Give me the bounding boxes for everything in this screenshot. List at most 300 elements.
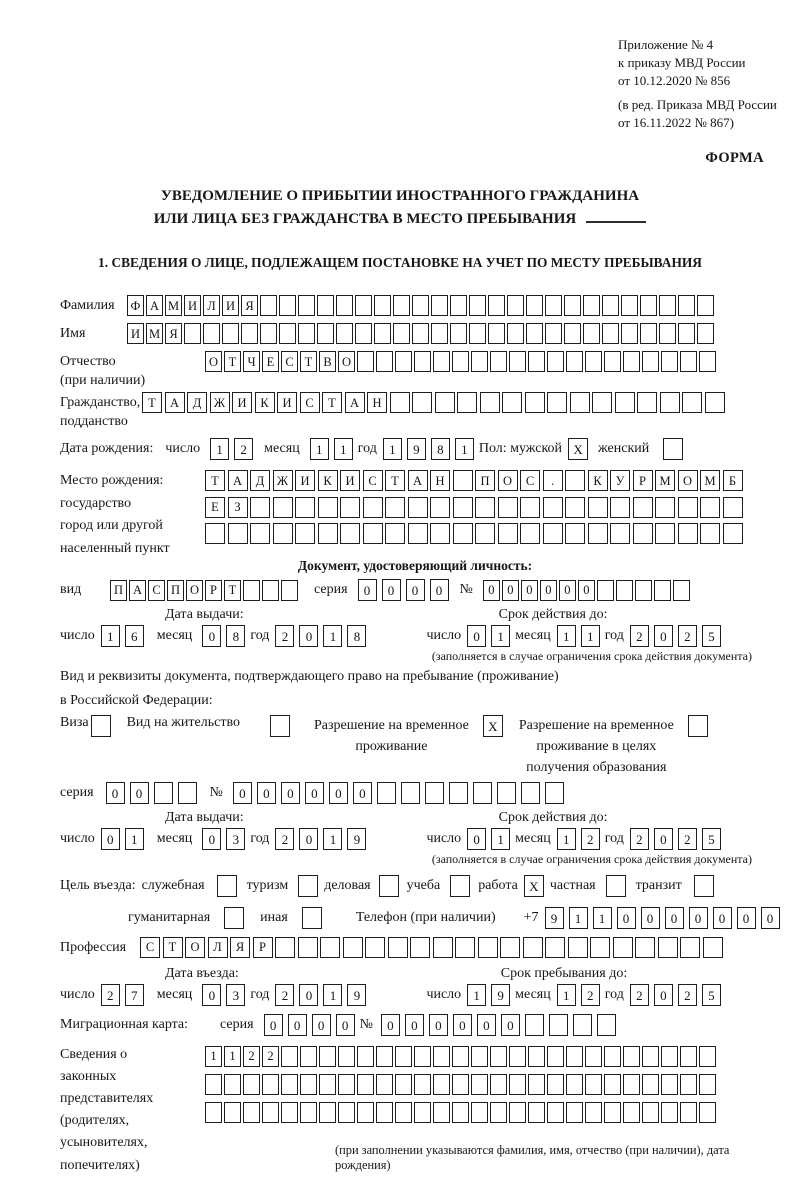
form-title-line2: ИЛИ ЛИЦА БЕЗ ГРАЖДАНСТВА В МЕСТО ПРЕБЫВАНИЯ — [0, 208, 800, 231]
char-cell: 1 — [224, 1046, 241, 1067]
char-cell: И — [295, 470, 315, 491]
char-cell — [431, 295, 448, 316]
iddoc-note: (заполняется в случае ограничения срока действия документа) — [431, 649, 752, 663]
citizenship-row — [60, 392, 770, 413]
char-cell: 8 — [226, 625, 245, 647]
iddoc-valid-day-boxes — [467, 625, 515, 647]
char-cell — [452, 1046, 469, 1067]
char-cell: 0 — [467, 828, 486, 850]
name-label: Имя — [60, 325, 86, 341]
char-cell — [678, 295, 695, 316]
char-cell — [376, 1102, 393, 1123]
char-cell — [566, 351, 583, 372]
surname-row — [60, 295, 770, 316]
guardians-row2-boxes — [205, 1074, 770, 1095]
char-cell: 2 — [678, 828, 697, 850]
iddoc-number-label: № — [459, 582, 473, 597]
order-reference — [618, 36, 800, 132]
iddoc-issue-month-label: месяц — [156, 628, 193, 643]
char-cell: Р — [205, 580, 222, 601]
char-cell: 0 — [559, 580, 576, 601]
char-cell: 0 — [430, 579, 449, 601]
char-cell — [338, 1102, 355, 1123]
char-cell — [453, 523, 473, 544]
purpose-option-label: работа — [478, 878, 518, 893]
char-cell: 1 — [557, 828, 576, 850]
char-cell — [250, 497, 270, 518]
char-cell — [363, 523, 383, 544]
char-cell — [224, 907, 244, 929]
char-cell: 0 — [405, 1014, 424, 1036]
char-cell — [412, 323, 429, 344]
name-row — [60, 323, 770, 344]
char-cell: А — [408, 470, 428, 491]
patronymic-row — [60, 351, 770, 372]
char-cell — [568, 937, 588, 958]
char-cell — [393, 323, 410, 344]
char-cell — [478, 937, 498, 958]
char-cell — [565, 497, 585, 518]
char-cell — [520, 497, 540, 518]
char-cell: Т — [224, 580, 241, 601]
migcard-series-label: серия — [220, 1017, 254, 1032]
staydoc-issue-year-boxes — [275, 828, 371, 850]
purpose-option-checkbox — [298, 875, 318, 897]
iddoc-heading: Документ, удостоверяющий личность: — [297, 558, 533, 573]
birthplace-label1: Место рождения: — [60, 473, 164, 489]
char-cell — [281, 1102, 298, 1123]
char-cell — [298, 875, 318, 897]
char-cell — [270, 715, 290, 737]
char-cell — [592, 392, 612, 413]
purpose-option-label: служебная — [141, 878, 205, 893]
char-cell — [224, 1074, 241, 1095]
staydoc-valid-month-label: месяц — [515, 831, 551, 846]
purpose-option-checkbox — [694, 875, 714, 897]
stay-month-label: месяц — [515, 987, 551, 1002]
char-cell — [376, 1046, 393, 1067]
char-cell — [273, 497, 293, 518]
char-cell — [498, 497, 518, 518]
staydoc-series-boxes — [106, 782, 202, 804]
purpose-option-label: учеба — [406, 878, 441, 893]
iddoc-issue-day-boxes — [101, 625, 149, 647]
char-cell — [547, 351, 564, 372]
char-cell: 2 — [678, 625, 697, 647]
iddoc-dates-row — [60, 625, 770, 647]
char-cell: С — [281, 351, 298, 372]
char-cell: 0 — [713, 907, 732, 929]
purpose-option-checkbox — [379, 875, 399, 897]
char-cell — [433, 1046, 450, 1067]
char-cell — [376, 351, 393, 372]
residence-permit-checkbox — [270, 715, 290, 737]
char-cell — [319, 1046, 336, 1067]
staydoc-issue-label: Дата выдачи: — [165, 810, 244, 825]
char-cell — [700, 497, 720, 518]
char-cell — [642, 351, 659, 372]
char-cell — [414, 351, 431, 372]
char-cell — [507, 295, 524, 316]
char-cell — [300, 1074, 317, 1095]
iddoc-valid-year-boxes — [630, 625, 726, 647]
char-cell: 1 — [491, 625, 510, 647]
birthplace-row3-boxes — [205, 523, 745, 544]
profession-row — [60, 937, 770, 958]
staydoc-valid-month-boxes — [557, 828, 605, 850]
char-cell — [154, 782, 173, 804]
char-cell — [623, 1046, 640, 1067]
residence-permit-label: Вид на жительство — [126, 715, 240, 730]
char-cell: 0 — [336, 1014, 355, 1036]
char-cell — [412, 392, 432, 413]
char-cell: 1 — [310, 438, 329, 460]
char-cell: 1 — [101, 625, 120, 647]
char-cell — [318, 523, 338, 544]
char-cell — [616, 580, 633, 601]
char-cell: 2 — [581, 828, 600, 850]
blank-underline — [586, 209, 646, 223]
char-cell — [281, 1074, 298, 1095]
surname-boxes — [127, 295, 716, 316]
char-cell: 0 — [299, 625, 318, 647]
char-cell — [545, 937, 565, 958]
iddoc-type-boxes — [110, 580, 300, 601]
char-cell — [588, 523, 608, 544]
char-cell: 9 — [347, 828, 366, 850]
char-cell — [615, 392, 635, 413]
char-cell: X — [483, 715, 503, 737]
char-cell — [385, 523, 405, 544]
char-cell — [490, 1046, 507, 1067]
char-cell: О — [678, 470, 698, 491]
stay-day-label: число — [426, 987, 462, 1002]
char-cell — [357, 1074, 374, 1095]
char-cell: 1 — [467, 984, 486, 1006]
char-cell — [523, 937, 543, 958]
char-cell: 6 — [125, 625, 144, 647]
purpose-row2 — [60, 907, 774, 929]
staydoc-issue-year-label: год — [250, 831, 270, 846]
stay-day-boxes — [467, 984, 515, 1006]
char-cell: 3 — [226, 828, 245, 850]
char-cell: И — [184, 295, 201, 316]
char-cell — [509, 1046, 526, 1067]
citizenship-label2-row — [60, 414, 770, 430]
char-cell: Б — [723, 470, 743, 491]
iddoc-issue-year-label: год — [250, 628, 270, 643]
purpose-label: Цель въезда: — [60, 878, 136, 893]
char-cell — [500, 937, 520, 958]
char-cell — [395, 1046, 412, 1067]
char-cell — [703, 937, 723, 958]
char-cell — [659, 323, 676, 344]
char-cell — [414, 1074, 431, 1095]
char-cell — [425, 782, 444, 804]
char-cell: Ф — [127, 295, 144, 316]
entry-day-label: число — [60, 987, 95, 1002]
char-cell: Я — [165, 323, 182, 344]
char-cell — [642, 1046, 659, 1067]
char-cell: Л — [203, 295, 220, 316]
iddoc-type-label: вид — [60, 582, 82, 597]
char-cell — [498, 523, 518, 544]
char-cell — [295, 497, 315, 518]
char-cell: А — [228, 470, 248, 491]
form-title-line1: УВЕДОМЛЕНИЕ О ПРИБЫТИИ ИНОСТРАННОГО ГРАЖДАНИНА — [160, 187, 640, 204]
char-cell — [565, 523, 585, 544]
char-cell — [224, 1102, 241, 1123]
char-cell — [340, 497, 360, 518]
char-cell — [610, 497, 630, 518]
char-cell: 5 — [702, 828, 721, 850]
char-cell — [336, 295, 353, 316]
guardians-label-line: представителях — [60, 1091, 154, 1107]
birthdate-row — [60, 438, 770, 460]
guardians-label-line: законных — [60, 1069, 117, 1085]
char-cell — [528, 1046, 545, 1067]
char-cell — [597, 1014, 616, 1036]
purpose-option-label: частная — [549, 878, 596, 893]
char-cell — [281, 580, 298, 601]
char-cell: 2 — [581, 984, 600, 1006]
char-cell: А — [345, 392, 365, 413]
char-cell: П — [110, 580, 127, 601]
char-cell — [723, 523, 743, 544]
char-cell — [222, 323, 239, 344]
char-cell: Ж — [210, 392, 230, 413]
purpose-option-checkbox — [224, 907, 244, 929]
char-cell: И — [232, 392, 252, 413]
stay-until-label: Срок пребывания до: — [500, 966, 628, 981]
char-cell — [528, 1074, 545, 1095]
iddoc-date-labels-row — [60, 607, 770, 623]
char-cell — [475, 523, 495, 544]
staydoc-note: (заполняется в случае ограничения срока действия документа) — [431, 852, 752, 866]
char-cell: А — [146, 295, 163, 316]
char-cell: Д — [250, 470, 270, 491]
char-cell — [613, 937, 633, 958]
char-cell — [545, 295, 562, 316]
order-reference-line: к приказу МВД России — [618, 55, 746, 71]
char-cell — [338, 1046, 355, 1067]
char-cell — [205, 523, 225, 544]
char-cell — [545, 782, 564, 804]
char-cell: 1 — [323, 625, 342, 647]
char-cell — [320, 937, 340, 958]
char-cell: 0 — [299, 984, 318, 1006]
char-cell — [699, 1074, 716, 1095]
char-cell — [602, 295, 619, 316]
char-cell: К — [318, 470, 338, 491]
char-cell — [205, 1074, 222, 1095]
char-cell — [661, 1074, 678, 1095]
char-cell: 0 — [202, 828, 221, 850]
guardians-block — [60, 1044, 770, 1177]
char-cell — [545, 323, 562, 344]
char-cell: С — [300, 392, 320, 413]
char-cell — [390, 392, 410, 413]
char-cell — [488, 295, 505, 316]
char-cell: В — [319, 351, 336, 372]
char-cell: Н — [367, 392, 387, 413]
char-cell — [243, 1074, 260, 1095]
char-cell — [273, 523, 293, 544]
char-cell — [338, 1074, 355, 1095]
char-cell — [602, 323, 619, 344]
char-cell — [699, 1046, 716, 1067]
profession-label: Профессия — [60, 939, 127, 955]
char-cell: И — [340, 470, 360, 491]
patronymic-boxes — [205, 351, 718, 372]
char-cell: Ж — [273, 470, 293, 491]
char-cell — [450, 323, 467, 344]
char-cell — [694, 875, 714, 897]
char-cell — [635, 937, 655, 958]
char-cell — [336, 323, 353, 344]
form-body — [60, 295, 774, 1176]
char-cell: 1 — [210, 438, 229, 460]
profession-boxes — [140, 937, 725, 958]
char-cell — [526, 323, 543, 344]
char-cell — [365, 937, 385, 958]
char-cell: 2 — [101, 984, 120, 1006]
staydoc-valid-label: Срок действия до: — [498, 810, 608, 825]
char-cell — [699, 1102, 716, 1123]
char-cell — [455, 937, 475, 958]
char-cell: 0 — [467, 625, 486, 647]
char-cell — [680, 937, 700, 958]
char-cell — [388, 937, 408, 958]
rvp-checkbox — [483, 715, 503, 737]
purpose-option-label: иная — [260, 910, 288, 925]
char-cell — [583, 323, 600, 344]
char-cell — [659, 295, 676, 316]
char-cell: 9 — [347, 984, 366, 1006]
char-cell — [680, 351, 697, 372]
char-cell — [604, 351, 621, 372]
char-cell: 2 — [234, 438, 253, 460]
staydoc-options-row — [60, 715, 770, 778]
char-cell: Е — [205, 497, 225, 518]
migcard-label: Миграционная карта: — [60, 1017, 189, 1032]
char-cell — [414, 1102, 431, 1123]
char-cell: Т — [385, 470, 405, 491]
birthdate-month-boxes — [310, 438, 358, 460]
char-cell — [300, 1102, 317, 1123]
char-cell: 0 — [130, 782, 149, 804]
char-cell — [357, 1046, 374, 1067]
iddoc-valid-year-label: год — [604, 628, 624, 643]
birthdate-year-boxes — [383, 438, 479, 460]
iddoc-type-row — [60, 579, 770, 601]
char-cell — [471, 1074, 488, 1095]
char-cell — [723, 497, 743, 518]
staydoc-issue-month-boxes — [202, 828, 250, 850]
char-cell — [480, 392, 500, 413]
char-cell — [566, 1102, 583, 1123]
char-cell — [355, 323, 372, 344]
purpose-option-checkbox — [302, 907, 322, 929]
char-cell — [260, 295, 277, 316]
char-cell — [497, 782, 516, 804]
char-cell — [490, 351, 507, 372]
purpose-option-label: транзит — [635, 878, 682, 893]
char-cell — [452, 1074, 469, 1095]
migcard-number-label: № — [359, 1017, 373, 1032]
char-cell: С — [520, 470, 540, 491]
char-cell — [317, 323, 334, 344]
char-cell: 2 — [275, 984, 294, 1006]
char-cell: К — [255, 392, 275, 413]
staydoc-date-labels-row — [60, 810, 770, 826]
staydoc-intro2: в Российской Федерации: — [60, 693, 213, 708]
patronymic-note-row — [60, 373, 770, 389]
char-cell — [573, 1014, 592, 1036]
char-cell — [642, 1102, 659, 1123]
char-cell — [401, 782, 420, 804]
char-cell — [453, 497, 473, 518]
sex-male-checkbox — [568, 438, 588, 460]
char-cell: 0 — [233, 782, 252, 804]
char-cell — [528, 1102, 545, 1123]
char-cell — [205, 1102, 222, 1123]
char-cell — [433, 1102, 450, 1123]
char-cell: 1 — [455, 438, 474, 460]
char-cell — [621, 295, 638, 316]
char-cell: X — [568, 438, 588, 460]
iddoc-valid-month-boxes — [557, 625, 605, 647]
char-cell: 2 — [630, 984, 649, 1006]
char-cell — [623, 1074, 640, 1095]
char-cell — [395, 1102, 412, 1123]
staydoc-issue-day-label: число — [60, 831, 95, 846]
birthplace-row1-boxes — [205, 470, 745, 491]
char-cell: 5 — [702, 984, 721, 1006]
iddoc-issue-month-boxes — [202, 625, 250, 647]
order-reference-line: от 16.11.2022 № 867) — [618, 114, 735, 130]
guardians-labels — [60, 1044, 205, 1177]
char-cell — [547, 1102, 564, 1123]
char-cell — [433, 1074, 450, 1095]
guardians-row1-boxes — [205, 1046, 770, 1067]
char-cell — [521, 782, 540, 804]
char-cell: 0 — [761, 907, 780, 929]
char-cell — [565, 470, 585, 491]
char-cell: С — [148, 580, 165, 601]
char-cell: 0 — [281, 782, 300, 804]
char-cell: 0 — [382, 579, 401, 601]
char-cell — [433, 351, 450, 372]
char-cell — [243, 1102, 260, 1123]
char-cell — [414, 1046, 431, 1067]
guardians-label-line: усыновителях, — [60, 1135, 148, 1151]
char-cell — [570, 392, 590, 413]
char-cell — [585, 351, 602, 372]
char-cell — [654, 580, 671, 601]
notification-form-page — [0, 36, 800, 1199]
char-cell — [343, 937, 363, 958]
char-cell — [583, 295, 600, 316]
char-cell — [606, 875, 626, 897]
char-cell — [298, 937, 318, 958]
char-cell — [547, 1046, 564, 1067]
char-cell: 1 — [557, 984, 576, 1006]
char-cell — [699, 351, 716, 372]
char-cell: Л — [208, 937, 228, 958]
char-cell: 2 — [630, 625, 649, 647]
char-cell — [469, 323, 486, 344]
